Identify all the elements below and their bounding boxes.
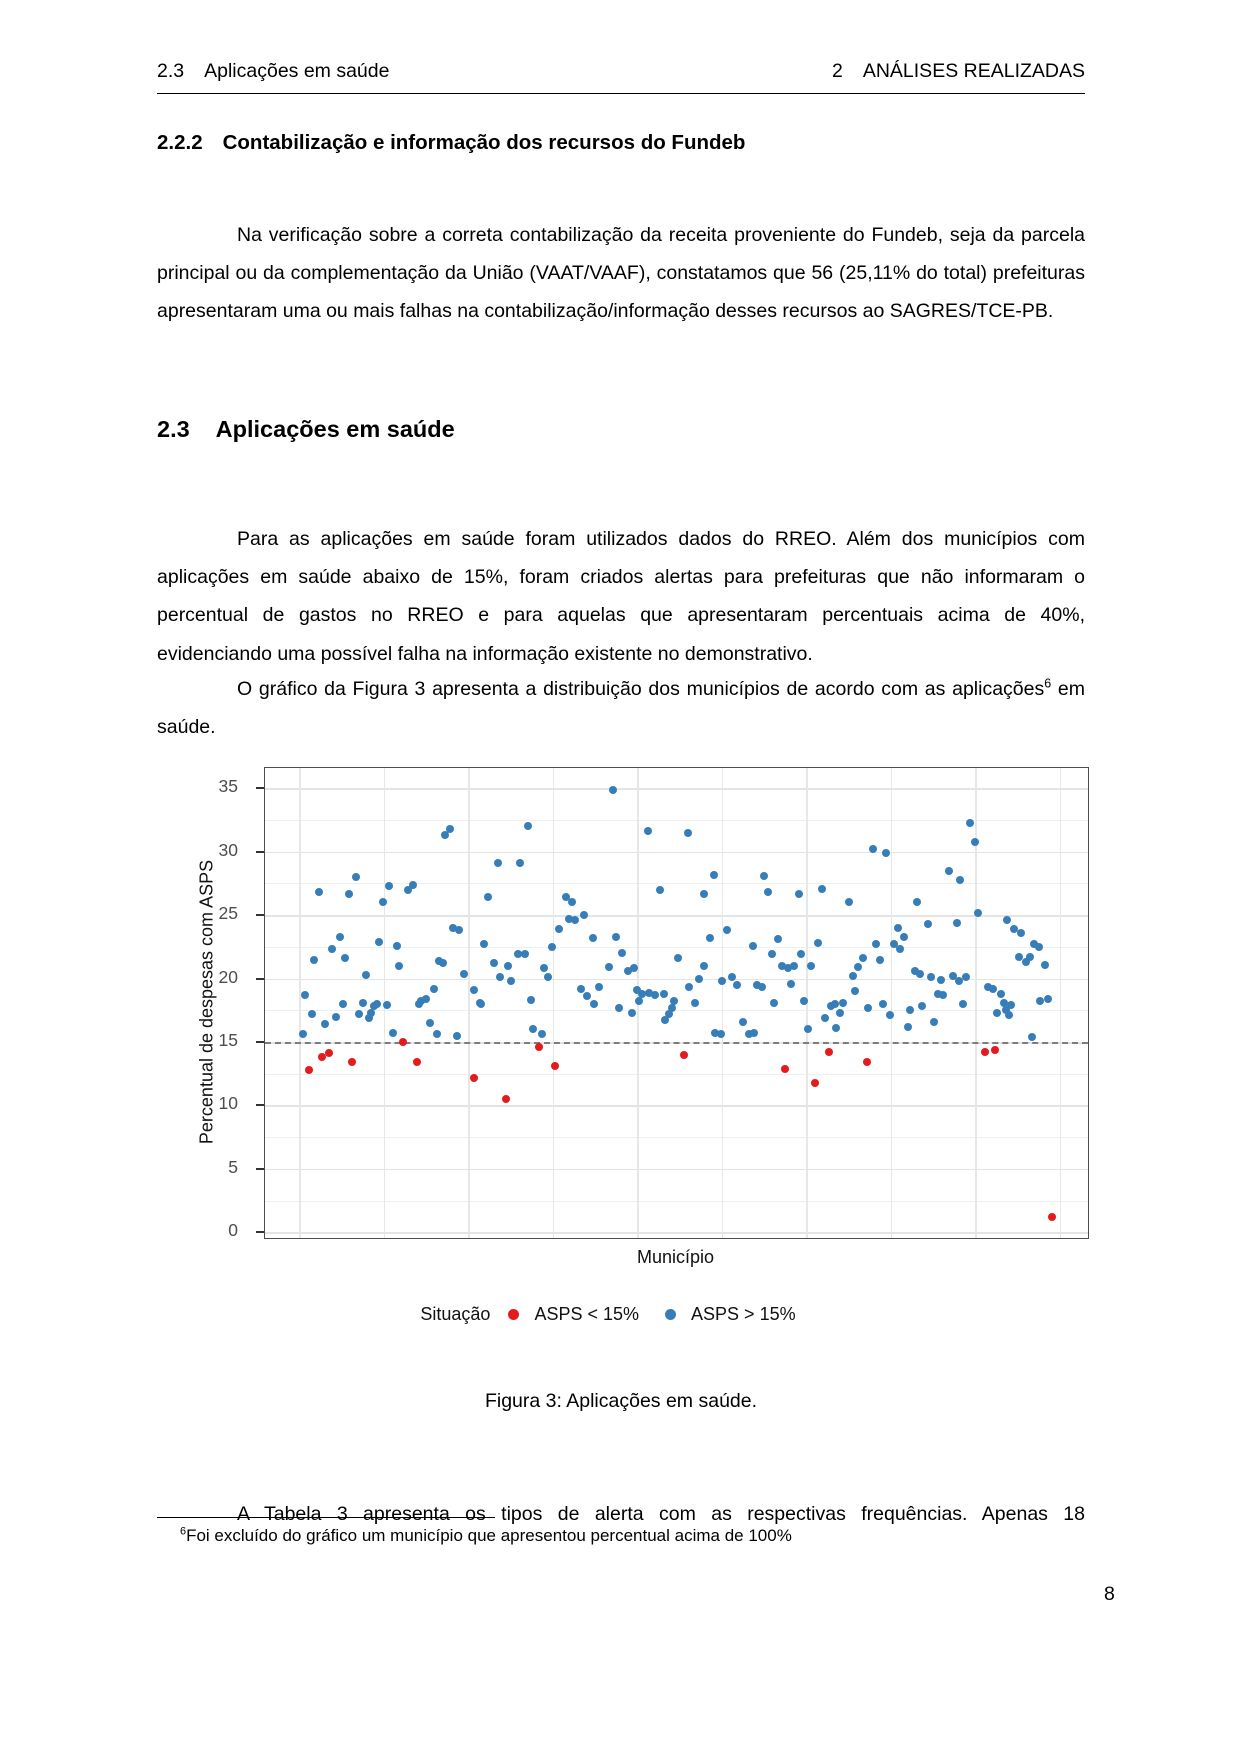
vertical-gridline — [891, 768, 893, 1238]
paragraph-text: O gráfico da Figura 3 apresenta a distribuição dos municípios de acordo com as aplicações — [237, 677, 1045, 700]
y-axis-tick — [256, 978, 264, 980]
scatter-point — [595, 983, 603, 991]
scatter-point — [758, 983, 766, 991]
scatter-point — [516, 859, 524, 867]
scatter-point — [433, 1030, 441, 1038]
y-axis-tick — [256, 1168, 264, 1170]
y-axis-tick-labels — [186, 767, 250, 1241]
scatter-point — [700, 890, 708, 898]
scatter-point — [308, 1010, 316, 1018]
scatter-point — [814, 939, 822, 947]
scatter-point — [916, 970, 924, 978]
header-chapter-number: 2 — [831, 60, 843, 82]
x-axis-title: Município — [636, 1247, 715, 1267]
scatter-point — [413, 1058, 421, 1066]
scatter-point — [580, 911, 588, 919]
subsection-number: 2.2.2 — [157, 131, 203, 154]
scatter-point — [797, 950, 805, 958]
scatter-point — [886, 1011, 894, 1019]
major-gridline — [265, 1232, 1088, 1234]
footnote-number: 6 — [180, 1525, 187, 1538]
scatter-point — [872, 940, 880, 948]
scatter-point — [904, 1023, 912, 1031]
scatter-point — [845, 898, 853, 906]
scatter-point — [373, 1000, 381, 1008]
scatter-point — [521, 950, 529, 958]
scatter-point — [605, 963, 613, 971]
scatter-point — [750, 1029, 758, 1037]
scatter-point — [524, 822, 532, 830]
scatter-point — [470, 986, 478, 994]
scatter-point — [1035, 943, 1043, 951]
scatter-point — [1007, 1001, 1015, 1009]
scatter-point — [328, 945, 336, 953]
scatter-point — [717, 1030, 725, 1038]
scatter-point — [341, 954, 349, 962]
scatter-point — [906, 1006, 914, 1014]
scatter-point — [615, 1004, 623, 1012]
scatter-point — [825, 1048, 833, 1056]
scatter-point — [352, 873, 360, 881]
legend-entry-below — [508, 1304, 639, 1325]
scatter-point — [764, 888, 772, 896]
minor-gridline — [265, 1010, 1088, 1011]
footnote-rule — [157, 1517, 495, 1518]
y-axis-tick — [256, 1231, 264, 1233]
scatter-point — [691, 999, 699, 1007]
scatter-point — [651, 991, 659, 999]
scatter-point — [544, 973, 552, 981]
scatter-point — [684, 829, 692, 837]
scatter-point — [315, 888, 323, 896]
scatter-point — [426, 1019, 434, 1027]
scatter-point — [670, 997, 678, 1005]
scatter-point — [930, 1018, 938, 1026]
y-axis-tick-label: 5 — [228, 1156, 238, 1177]
scatter-point — [430, 985, 438, 993]
legend-label-above: ASPS > 15% — [691, 1304, 796, 1324]
scatter-point — [1048, 1213, 1056, 1221]
scatter-point — [609, 786, 617, 794]
scatter-point — [832, 1024, 840, 1032]
legend-title: Situação — [420, 1304, 491, 1324]
minor-gridline — [265, 1201, 1088, 1202]
y-axis-tick-label: 10 — [218, 1093, 238, 1114]
running-header-right — [832, 60, 1085, 83]
scatter-point — [1005, 1011, 1013, 1019]
running-header — [157, 60, 1085, 83]
scatter-point — [800, 997, 808, 1005]
scatter-point — [348, 1058, 356, 1066]
scatter-point — [790, 962, 798, 970]
scatter-point — [821, 1014, 829, 1022]
scatter-point — [375, 938, 383, 946]
header-section-number: 2.3 — [157, 60, 185, 82]
scatter-point — [409, 881, 417, 889]
scatter-point — [355, 1010, 363, 1018]
header-rule — [157, 93, 1085, 94]
scatter-point — [507, 977, 515, 985]
scatter-point — [876, 956, 884, 964]
header-section-title: Aplicações em saúde — [204, 60, 390, 82]
scatter-point — [656, 886, 664, 894]
scatter-point — [695, 975, 703, 983]
scatter-point — [831, 1000, 839, 1008]
scatter-point — [939, 991, 947, 999]
scatter-point — [927, 973, 935, 981]
scatter-point — [644, 827, 652, 835]
scatter-point — [894, 924, 902, 932]
y-axis-tick — [256, 787, 264, 789]
scatter-point — [321, 1020, 329, 1028]
scatter-point — [494, 859, 502, 867]
minor-gridline — [265, 1074, 1088, 1075]
scatter-point — [882, 849, 890, 857]
vertical-gridline — [468, 768, 470, 1238]
scatter-point — [480, 940, 488, 948]
scatter-point — [974, 909, 982, 917]
scatter-point — [635, 997, 643, 1005]
scatter-point — [339, 1000, 347, 1008]
paragraph-tabela3: A Tabela 3 apresenta os tipos de alerta com as respectivas frequências. Apenas 18 — [237, 1502, 1085, 1525]
scatter-point — [854, 963, 862, 971]
scatter-point — [728, 973, 736, 981]
scatter-point — [1017, 929, 1025, 937]
paragraph-fundeb: Na verificação sobre a correta contabilização da receita proveniente do Fundeb, seja da parcela principal ou da complementação da União (VAAT/VAAF), constatamos que 56 (25,11% do total) prefeituras apresentaram uma ou mais falhas na contabilização/informação desses recursos ao SAGRES/TCE-PB. — [157, 223, 1085, 323]
major-gridline — [265, 915, 1088, 917]
scatter-point — [896, 945, 904, 953]
scatter-point — [1041, 961, 1049, 969]
subsection-heading-fundeb — [157, 131, 745, 155]
vertical-gridline — [553, 768, 555, 1238]
scatter-point — [981, 1048, 989, 1056]
major-gridline — [265, 788, 1088, 790]
scatter-point — [956, 876, 964, 884]
scatter-point — [966, 819, 974, 827]
scatter-point — [612, 933, 620, 941]
scatter-point — [385, 882, 393, 890]
scatter-point — [568, 898, 576, 906]
scatter-point — [774, 935, 782, 943]
scatter-point — [422, 995, 430, 1003]
y-axis-tick — [256, 914, 264, 916]
y-axis-tick-label: 20 — [218, 966, 238, 987]
minor-gridline — [265, 1137, 1088, 1138]
scatter-point — [787, 980, 795, 988]
scatter-point — [618, 949, 626, 957]
scatter-point — [325, 1049, 333, 1057]
scatter-point — [997, 990, 1005, 998]
scatter-point — [535, 1043, 543, 1051]
page-number: 8 — [1104, 1583, 1115, 1605]
y-axis-tick-label: 30 — [218, 839, 238, 860]
scatter-point — [795, 890, 803, 898]
scatter-point — [589, 934, 597, 942]
scatter-point — [455, 926, 463, 934]
vertical-gridline — [1060, 768, 1062, 1238]
scatter-point — [379, 898, 387, 906]
paragraph-text: em saúde. — [157, 677, 1085, 738]
scatter-point — [389, 1029, 397, 1037]
scatter-point — [1028, 1033, 1036, 1041]
scatter-point — [864, 1004, 872, 1012]
y-axis-tick-label: 15 — [218, 1030, 238, 1050]
scatter-point — [477, 1000, 485, 1008]
scatter-point — [395, 962, 403, 970]
scatter-point — [628, 1009, 636, 1017]
scatter-point — [760, 872, 768, 880]
legend-dot-blue — [665, 1309, 676, 1320]
major-gridline — [265, 1105, 1088, 1107]
scatter-point — [453, 1032, 461, 1040]
section-title: Aplicações em saúde — [215, 416, 455, 442]
scatter-point — [680, 1051, 688, 1059]
scatter-point — [879, 1000, 887, 1008]
scatter-point — [490, 959, 498, 967]
scatter-point — [496, 973, 504, 981]
scatter-point — [540, 964, 548, 972]
y-axis-tick-label: 25 — [218, 903, 238, 924]
reference-line-15pct — [265, 1042, 1088, 1044]
scatter-point — [399, 1038, 407, 1046]
scatter-point — [470, 1074, 478, 1082]
scatter-point — [583, 992, 591, 1000]
scatter-point — [723, 926, 731, 934]
scatter-point — [869, 845, 877, 853]
scatter-point — [393, 942, 401, 950]
scatter-point — [849, 972, 857, 980]
scatter-point — [924, 920, 932, 928]
scatter-point — [706, 934, 714, 942]
scatter-point — [359, 999, 367, 1007]
chart-legend — [157, 1304, 1085, 1325]
y-axis-tick — [256, 1104, 264, 1106]
scatter-point — [749, 942, 757, 950]
scatter-point — [863, 1058, 871, 1066]
scatter-point — [548, 943, 556, 951]
scatter-point — [953, 919, 961, 927]
footnote-text: Foi excluído do gráfico um município que apresentou percentual acima de 100% — [186, 1526, 792, 1545]
section-heading-saude — [157, 416, 455, 443]
scatter-point — [913, 898, 921, 906]
scatter-point — [446, 825, 454, 833]
scatter-point — [502, 1095, 510, 1103]
minor-gridline — [265, 947, 1088, 948]
scatter-point — [937, 976, 945, 984]
scatter-point — [807, 962, 815, 970]
footnote — [180, 1526, 1085, 1546]
scatter-point — [851, 987, 859, 995]
paragraph-saude-2 — [157, 670, 1085, 747]
header-chapter-title: ANÁLISES REALIZADAS — [862, 60, 1085, 82]
major-gridline — [265, 1169, 1088, 1171]
scatter-point — [685, 983, 693, 991]
scatter-point — [739, 1018, 747, 1026]
y-axis-title: Percentual de despesas com ASPS — [196, 859, 217, 1145]
section-number: 2.3 — [157, 416, 190, 442]
scatter-point — [836, 1009, 844, 1017]
paragraph-saude-1: Para as aplicações em saúde foram utilizados dados do RREO. Além dos municípios com aplicações em saúde abaixo de 15%, foram criados alertas para prefeituras que não informaram o percentual de gastos no RREO e para aquelas que apresentaram percentuais acima de 40%, evidenciando uma possível falha na informação existente no demonstrativo. — [157, 527, 1085, 665]
scatter-point — [299, 1030, 307, 1038]
vertical-gridline — [722, 768, 724, 1238]
scatter-point — [700, 962, 708, 970]
scatter-point — [362, 971, 370, 979]
scatter-point — [839, 999, 847, 1007]
legend-entry-above — [665, 1304, 796, 1325]
scatter-point — [538, 1030, 546, 1038]
scatter-point — [527, 996, 535, 1004]
scatter-point — [971, 838, 979, 846]
scatter-point — [781, 1065, 789, 1073]
legend-dot-red — [508, 1309, 519, 1320]
scatter-point — [818, 885, 826, 893]
scatter-point — [336, 933, 344, 941]
scatter-point — [660, 990, 668, 998]
scatter-point — [577, 985, 585, 993]
scatter-point — [733, 981, 741, 989]
scatter-point — [383, 1001, 391, 1009]
scatter-point — [345, 890, 353, 898]
scatter-point — [332, 1013, 340, 1021]
scatter-point — [710, 871, 718, 879]
y-axis-tick-label: 35 — [218, 776, 238, 797]
scatter-point — [959, 1000, 967, 1008]
scatter-point — [439, 959, 447, 967]
scatter-point — [1026, 953, 1034, 961]
scatter-point — [804, 1025, 812, 1033]
scatter-point — [460, 970, 468, 978]
figure-caption: Figura 3: Aplicações em saúde. — [484, 1390, 758, 1412]
scatter-point — [1003, 916, 1011, 924]
scatter-point — [484, 893, 492, 901]
scatter-point — [993, 1009, 1001, 1017]
scatter-point — [301, 991, 309, 999]
scatter-point — [674, 954, 682, 962]
y-axis-tick-label: 0 — [228, 1220, 238, 1241]
scatter-point — [590, 1000, 598, 1008]
scatter-point — [504, 962, 512, 970]
scatter-point — [991, 1046, 999, 1054]
scatter-point — [551, 1062, 559, 1070]
vertical-gridline — [299, 768, 301, 1238]
scatter-point — [918, 1002, 926, 1010]
scatter-point — [305, 1066, 313, 1074]
scatter-point — [718, 977, 726, 985]
scatter-point — [310, 956, 318, 964]
scatter-point — [859, 954, 867, 962]
scatter-point — [768, 950, 776, 958]
y-axis-tick — [256, 1041, 264, 1043]
scatter-point — [770, 999, 778, 1007]
scatter-point — [571, 916, 579, 924]
scatter-point — [555, 925, 563, 933]
minor-gridline — [265, 820, 1088, 821]
scatter-point — [529, 1025, 537, 1033]
scatter-point — [962, 973, 970, 981]
footnote-marker: 6 — [1044, 676, 1052, 690]
major-gridline — [265, 852, 1088, 854]
running-header-left — [157, 60, 389, 83]
scatter-point — [630, 964, 638, 972]
y-axis-tick — [256, 851, 264, 853]
scatter-point — [900, 933, 908, 941]
scatter-plot-panel — [264, 767, 1089, 1239]
scatter-point — [945, 867, 953, 875]
scatter-point — [811, 1079, 819, 1087]
subsection-title: Contabilização e informação dos recursos do Fundeb — [222, 131, 746, 154]
legend-label-below: ASPS < 15% — [534, 1304, 640, 1324]
scatter-point — [1044, 995, 1052, 1003]
